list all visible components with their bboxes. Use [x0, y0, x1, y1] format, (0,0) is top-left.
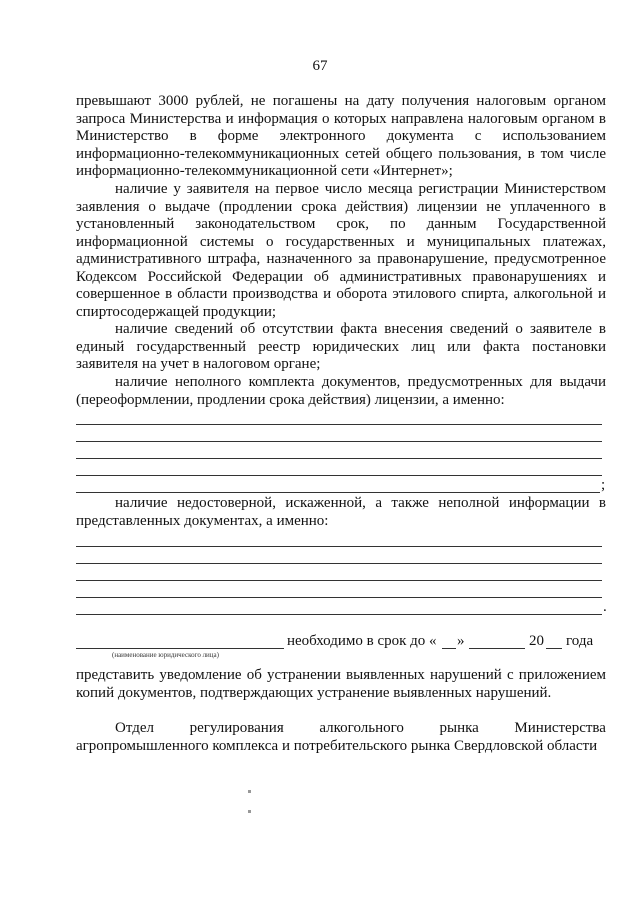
- paragraph-incomplete-docs: наличие неполного комплекта документов, предусмотренных для выдачи (переоформлении, продлении срока действия) лицензии, а именно:: [76, 374, 606, 408]
- signature-word: рынка: [439, 720, 479, 736]
- day-blank: [442, 648, 456, 649]
- paragraph-invalid-info: наличие недостоверной, искаженной, а также неполной информации в представленных документах, а именно:: [76, 495, 606, 529]
- signature-word: алкогольного: [319, 720, 404, 736]
- signature-word: регулирования: [189, 720, 284, 736]
- year-blank: [546, 648, 562, 649]
- signature-line-2: агропромышленного комплекса и потребительского рынка Свердловской области: [76, 738, 598, 754]
- scan-artifact: [248, 790, 251, 793]
- fill-line: [76, 441, 602, 442]
- fill-line: [76, 475, 602, 476]
- deadline-line: [76, 633, 606, 653]
- fill-line: [76, 424, 602, 425]
- month-blank: [469, 648, 525, 649]
- signature-word: Министерства: [514, 720, 606, 736]
- paragraph-unpaid-fine: наличие у заявителя на первое число месяца регистрации Министерством заявления о выдаче (продлении срока действия) лицензии не уплаченного в установленный законодательством срок, по данным Государственной информационной системы о государственных и муниципальных платежах, административного штрафа, назначенного за правонарушение, предусмотренное Кодексом Российской Федерации об административных правонарушениях и совершенное в области производства и оборота этилового спирта, алкогольной и спиртосодержащей продукции;: [76, 181, 606, 320]
- period-mark: .: [603, 599, 607, 615]
- page-number: 67: [312, 58, 328, 74]
- fill-line: [76, 546, 602, 547]
- paragraph-tax-debt: превышают 3000 рублей, не погашены на дату получения налоговым органом запроса Министерства и информация о которых направлена налоговым органом в Министерство в форме электронного документа с использованием информационно-телекоммуникационных сетей общего пользования, в том числе информационно-телекоммуникационной сети «Интернет»;: [76, 93, 606, 179]
- signature-line-1: [76, 720, 606, 738]
- legal-entity-blank: [76, 648, 284, 649]
- paragraph-registry: наличие сведений об отсутствии факта внесения сведений о заявителе в единый государственный реестр юридических лиц или факта постановки заявителя на учет в налоговом органе;: [76, 321, 606, 372]
- year-prefix: 20: [529, 633, 544, 649]
- fill-line: [76, 492, 600, 493]
- quote-close: »: [457, 633, 465, 649]
- fill-line: [76, 580, 602, 581]
- fill-line: [76, 614, 602, 615]
- scan-artifact: [248, 810, 251, 813]
- year-suffix: года: [566, 633, 594, 649]
- semicolon-mark: ;: [601, 477, 606, 493]
- signature-word: Отдел: [115, 720, 154, 736]
- deadline-text: необходимо в срок до «: [287, 633, 437, 649]
- legal-entity-caption: (наименование юридического лица): [112, 651, 219, 659]
- fill-line: [76, 458, 602, 459]
- fill-line: [76, 597, 602, 598]
- paragraph-notification: представить уведомление об устранении выявленных нарушений с приложением копий документов, подтверждающих устранение выявленных нарушений.: [76, 667, 606, 701]
- fill-line: [76, 563, 602, 564]
